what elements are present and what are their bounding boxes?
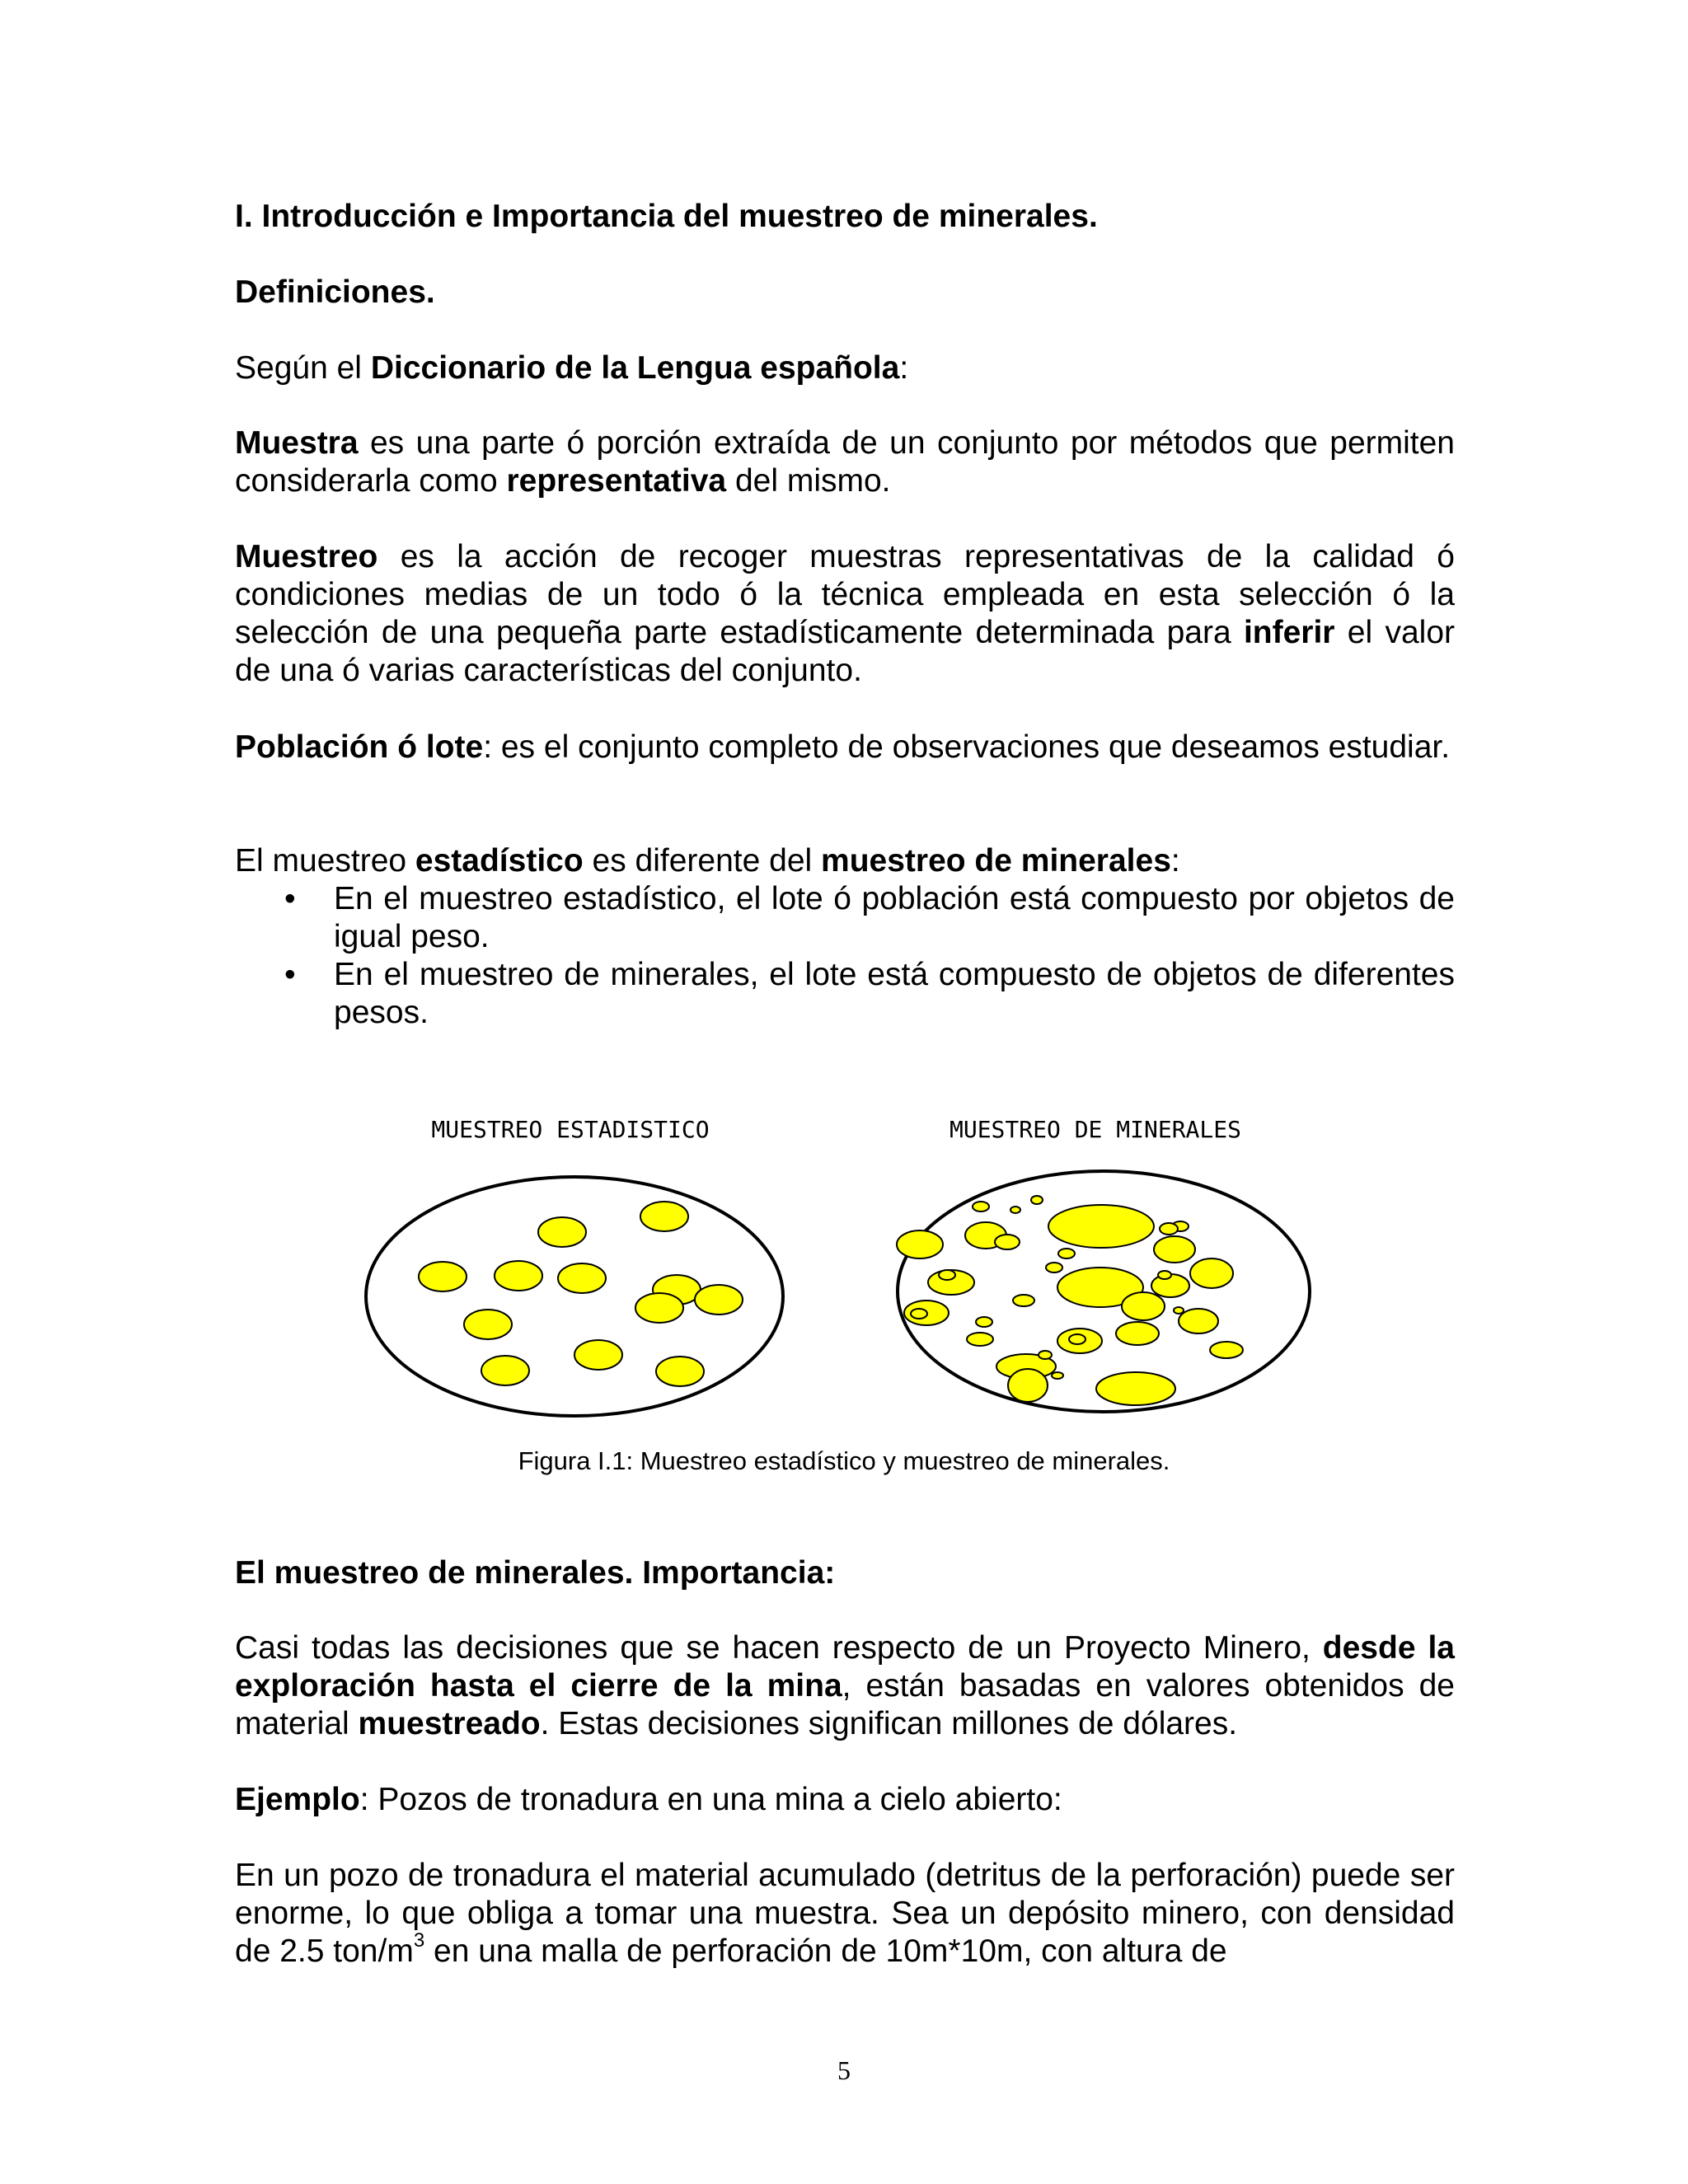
particle	[1039, 1351, 1052, 1359]
text: del mismo.	[726, 463, 891, 499]
particle	[1046, 1263, 1062, 1272]
bullet-icon: •	[284, 957, 296, 992]
particle	[911, 1309, 927, 1319]
subheading-definiciones: Definiciones.	[235, 274, 435, 310]
particle	[1174, 1307, 1184, 1314]
text: :	[1170, 843, 1180, 879]
text: , están basadas en valores obtenidos de material	[235, 1668, 1455, 1741]
particle	[1069, 1334, 1085, 1344]
bullet-list	[235, 880, 1455, 1032]
term-muestreo: Muestreo	[235, 539, 378, 574]
statistical-sampling-diagram	[366, 1177, 783, 1416]
text: es diferente del	[583, 843, 822, 879]
particle	[495, 1261, 542, 1291]
superscript: 3	[413, 1929, 425, 1952]
particle	[574, 1340, 622, 1370]
particle	[1122, 1292, 1165, 1320]
particle	[897, 1230, 943, 1258]
particle	[939, 1270, 955, 1280]
paragraph-segun	[235, 349, 1455, 387]
particle	[538, 1217, 586, 1247]
text: . Estas decisiones significan millones de dólares.	[540, 1706, 1238, 1741]
section-heading: I. Introducción e Importancia del muestreo de minerales.	[235, 199, 1098, 234]
particle	[481, 1356, 529, 1385]
particle	[1031, 1196, 1043, 1204]
list-item-text: En el muestreo estadístico, el lote ó población está compuesto por objetos de igual peso.	[334, 881, 1455, 954]
page-number: 5	[837, 2055, 851, 2085]
text: : Pozos de tronadura en una mina a cielo abierto:	[359, 1782, 1062, 1817]
bold-text: estadístico	[415, 843, 584, 879]
text: el valor de una ó varias características del conjunto.	[235, 615, 1455, 688]
text: Según el	[235, 350, 371, 386]
figure-caption: Figura I.1: Muestreo estadístico y muestreo de minerales.	[518, 1446, 1170, 1475]
paragraph-diferencia	[235, 842, 1455, 880]
mineral-sampling-diagram	[897, 1171, 1310, 1412]
bold-text: muestreo de minerales	[821, 843, 1171, 879]
particle	[656, 1357, 704, 1386]
particle	[1154, 1236, 1195, 1263]
particle	[1010, 1207, 1020, 1213]
particle	[1158, 1271, 1171, 1279]
particle	[695, 1285, 743, 1315]
text: en una malla de perforación de 10m*10m, con altura de	[424, 1933, 1227, 1969]
bold-text: muestreado	[358, 1706, 541, 1741]
text: En un pozo de tronadura el material acumulado (detritus de la perforación) puede ser enorme, lo que obliga a tomar una muestra. Sea un depósito minero, con densidad de 2.5 ton/m	[235, 1858, 1455, 1969]
term-poblacion: Población ó lote	[235, 729, 484, 765]
particle	[640, 1202, 688, 1231]
bold-text: representativa	[506, 463, 727, 499]
particle	[1160, 1223, 1178, 1235]
bold-text: inferir	[1243, 615, 1335, 650]
bold-text: Diccionario de la Lengua española	[370, 350, 900, 386]
text: es una parte ó porción extraída de un conjunto por métodos que permiten considerarla como	[235, 425, 1455, 499]
particle	[1096, 1372, 1175, 1405]
bullet-icon: •	[284, 881, 296, 916]
paragraph-ejemplo	[235, 1781, 1455, 1819]
paragraph-poblacion	[235, 729, 1455, 766]
particle	[973, 1202, 989, 1212]
paragraph-muestra	[235, 424, 1455, 500]
list-item	[235, 956, 1455, 1032]
paragraph-muestreo	[235, 538, 1455, 690]
paragraph-decisiones	[235, 1629, 1455, 1743]
figure-label-left: MUESTREO ESTADISTICO	[431, 1116, 710, 1143]
paragraph-pozo	[235, 1857, 1455, 1971]
particle	[1052, 1372, 1063, 1379]
particle	[1013, 1295, 1034, 1306]
text: :	[899, 350, 909, 386]
particle	[1008, 1369, 1048, 1402]
particle	[976, 1317, 992, 1327]
text: Casi todas las decisiones que se hacen respecto de un Proyecto Minero,	[235, 1630, 1323, 1666]
text: es la acción de recoger muestras representativas de la calidad ó condiciones medias de un todo ó la técnica empleada en esta selección ó la selección de una pequeña parte estadísticamente determinada para	[235, 539, 1455, 650]
figure-label-right: MUESTREO DE MINERALES	[949, 1116, 1242, 1143]
particle	[1058, 1249, 1075, 1258]
text: : es el conjunto completo de observaciones que deseamos estudiar.	[483, 729, 1451, 765]
list-item	[235, 880, 1455, 956]
particle	[995, 1235, 1020, 1249]
particle	[464, 1310, 512, 1339]
particle	[1048, 1205, 1154, 1248]
particle	[1210, 1342, 1243, 1358]
particle	[1179, 1309, 1218, 1333]
particle	[967, 1333, 993, 1346]
particle	[1116, 1322, 1159, 1345]
particle	[635, 1293, 683, 1323]
figure-sampling-diagram	[346, 1104, 1335, 1426]
term-muestra: Muestra	[235, 425, 359, 461]
text: El muestreo	[235, 843, 415, 879]
term-ejemplo: Ejemplo	[235, 1782, 360, 1817]
bold-text: desde la exploración hasta el cierre de la mina	[235, 1630, 1455, 1704]
particle	[558, 1263, 606, 1293]
subheading-importancia: El muestreo de minerales. Importancia:	[235, 1555, 836, 1591]
list-item-text: En el muestreo de minerales, el lote está compuesto de objetos de diferentes pesos.	[334, 957, 1455, 1030]
particle	[1190, 1258, 1233, 1288]
particle	[419, 1262, 467, 1291]
